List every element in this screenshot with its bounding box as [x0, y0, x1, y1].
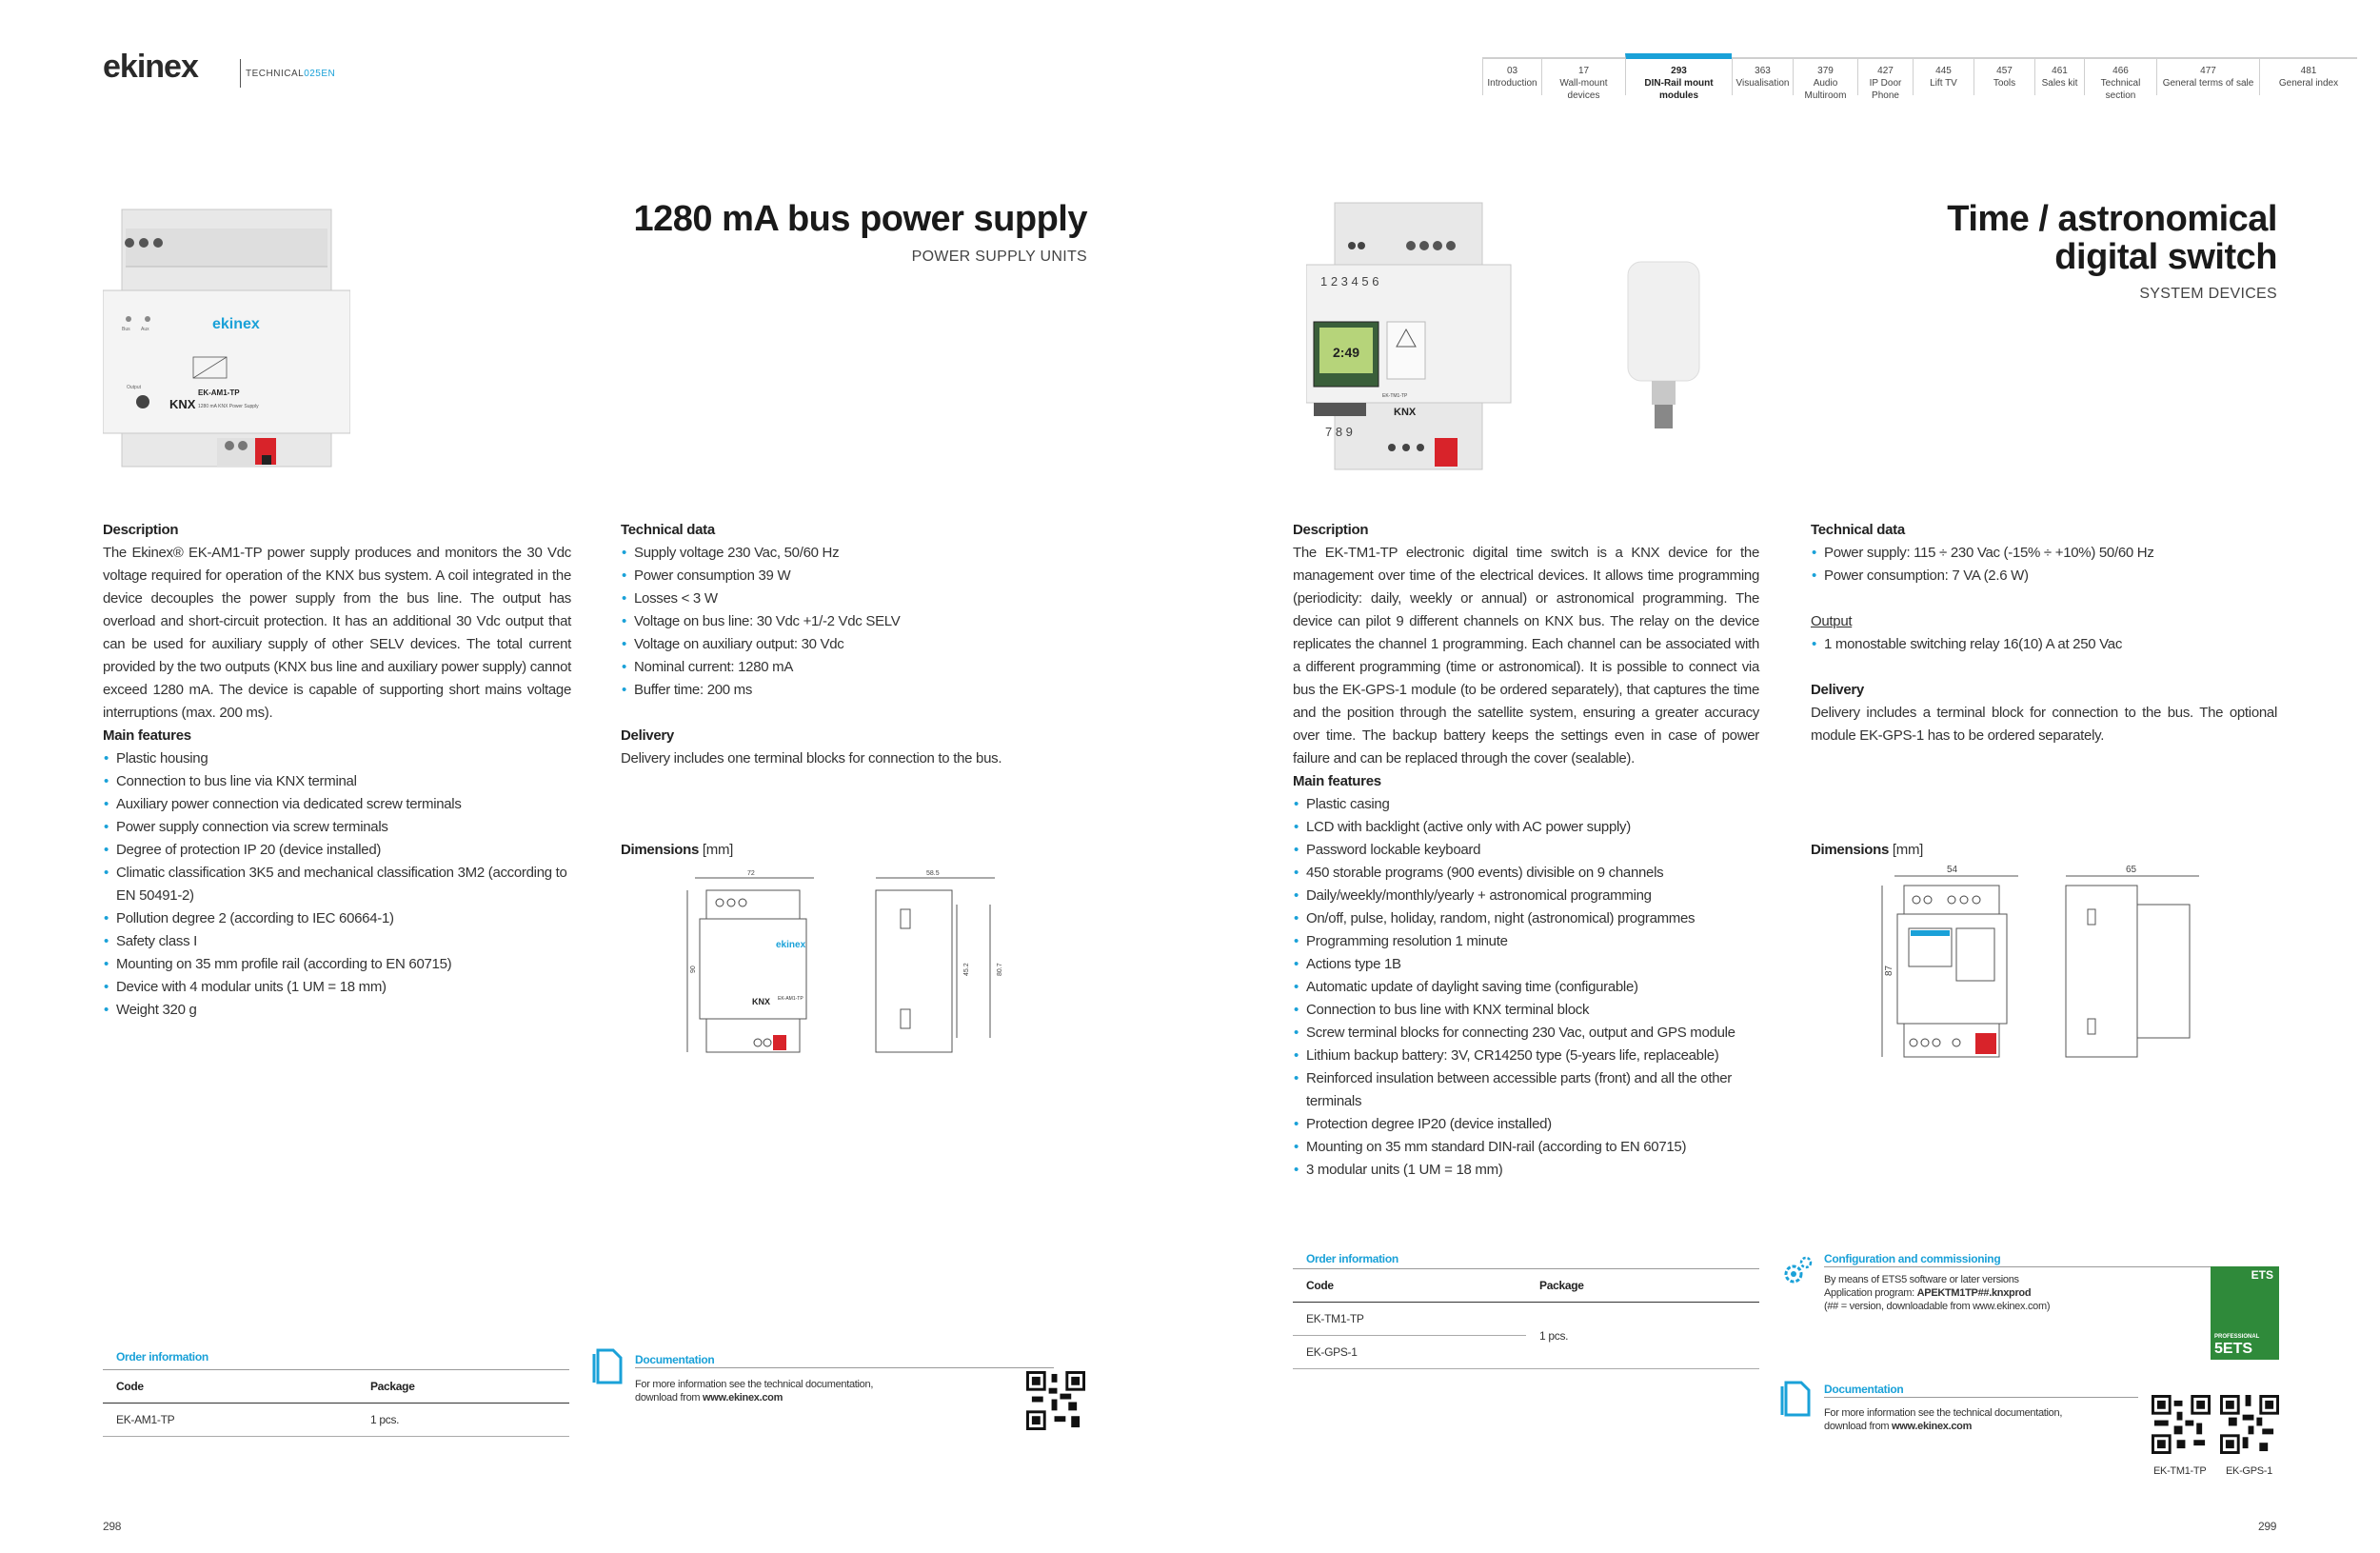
right-doc-heading: Documentation [1824, 1383, 1904, 1396]
nav-wall-mount[interactable]: 17 Wall-mount devices [1541, 59, 1625, 95]
list-item: • LCD with backlight (active only with AC power supply) [1293, 816, 1769, 839]
right-page-title-line2: digital switch [2054, 237, 2277, 277]
led-label-aux: Aux [141, 327, 149, 332]
right-dimensions-label: Dimensions [1811, 842, 1890, 858]
list-item: • Connection to bus line via KNX terminal [103, 770, 579, 793]
list-item: • Device with 4 modular units (1 UM = 18 mm) [103, 976, 579, 999]
list-item: • Password lockable keyboard [1293, 839, 1769, 862]
nav-visualisation[interactable]: 363 Visualisation [1732, 59, 1793, 95]
drawing-brand-label: ekinex [776, 940, 806, 950]
qr-label-gps: EK-GPS-1 [2226, 1465, 2272, 1477]
timer-dimension-drawing [1880, 862, 2204, 1076]
right-doc-line2: download from [1824, 1421, 1893, 1432]
right-output-list [1811, 633, 2277, 656]
device-brand-label: ekinex [212, 316, 260, 332]
logo-divider [240, 59, 241, 88]
right-description-text: The EK-TM1-TP electronic digital time switch is a KNX device for the management over time of the electrical devices. It allows time programming (periodicity: daily, weekly or annual) or astronomical programming. The device can pilot 9 different channels on KNX bus. The relay on the device replicates the channel 1 programming. Each channel can be associated with a different programming (time or astronomical). It is possible to connect via bus the EK-GPS-1 module (to be ordered separately), that captures the time and the position through the satellite system, ensuring a greater accuracy over time. The backup battery keeps the settings even in case of power failure and can be replaced through the cover (sealable). [1293, 545, 1759, 767]
gear-icon [1780, 1253, 1815, 1287]
list-item: • 450 storable programs (900 events) divisible on 9 channels [1293, 862, 1769, 885]
nav-technical-section[interactable]: 466 Technical section [2084, 59, 2156, 95]
order-col-package: Package [357, 1370, 569, 1404]
list-item: • Power consumption: 7 VA (2.6 W) [1811, 565, 2277, 587]
led-label-output: Output [127, 385, 142, 390]
table-row [1293, 1303, 1759, 1336]
list-item: • Mounting on 35 mm profile rail (according to EN 60715) [103, 953, 579, 976]
left-description-text: The Ekinex® EK-AM1-TP power supply produces and monitors the 30 Vdc voltage required for operation of the KNX bus system. A coil integrated in the device decouples the power supply from the bus line. The output has overload and short-circuit protection. It has an additional 30 Vdc output that can be used for auxiliary supply of other SELV devices. The total current provided by the two outputs (KNX bus line and auxiliary power supply) cannot exceed 1280 mA. The device is capable of supporting short mains voltage interruptions (max. 200 ms). [103, 545, 571, 721]
config-app-program: APEKTM1TP##.knxprod [1916, 1287, 2032, 1299]
timer-terminal-numbers-top: 1 2 3 4 5 6 [1320, 274, 1379, 289]
list-item: • Power supply connection via screw terminals [103, 816, 579, 839]
nav-lift-tv[interactable]: 445 Lift TV [1913, 59, 1973, 95]
list-item: • Voltage on auxiliary output: 30 Vdc [621, 633, 1002, 656]
dim-height-label: 90 [690, 966, 697, 973]
left-doc-divider [635, 1367, 1054, 1368]
left-delivery-text: Delivery includes one terminal blocks for connection to the bus. [621, 750, 1002, 767]
device-model-label: EK-AM1-TP [198, 388, 240, 397]
ekinex-logo[interactable]: ekinex [103, 49, 198, 85]
qr-label-tm1: EK-TM1-TP [2153, 1465, 2207, 1477]
config-heading: Configuration and commissioning [1824, 1252, 2001, 1265]
right-output-heading: Output [1811, 613, 1853, 629]
list-item: • Plastic casing [1293, 793, 1769, 816]
timer-knx-logo: KNX [1394, 407, 1417, 418]
list-item: • Climatic classification 3K5 and mechanical classification 3M2 (according to EN 50491-2) [103, 862, 579, 907]
dim-height2-label: 45.2 [963, 963, 970, 976]
right-description-heading: Description [1293, 522, 1369, 538]
list-item: • Weight 320 g [103, 999, 579, 1022]
dim-depth-label: 58.5 [926, 870, 940, 877]
left-page-subtitle: POWER SUPPLY UNITS [911, 249, 1087, 265]
led-label-bus: Bus [122, 327, 130, 332]
list-item: • Reinforced insulation between accessible parts (front) and all the other terminals [1293, 1067, 1769, 1113]
order-code-cell: EK-AM1-TP [103, 1404, 357, 1437]
table-header-row [103, 1370, 569, 1404]
left-doc-line1: For more information see the technical documentation, [635, 1379, 874, 1390]
right-order-heading: Order information [1306, 1252, 1398, 1265]
right-doc-divider [1824, 1397, 2138, 1398]
ets-logo [2211, 1266, 2279, 1360]
catalog-tag-prefix: TECHNICAL [246, 69, 305, 79]
left-dimensions-unit: [mm] [702, 842, 734, 858]
config-line3: (## = version, downloadable from www.ekinex.com) [1824, 1301, 2051, 1312]
catalog-tag [246, 63, 335, 86]
list-item: • 3 modular units (1 UM = 18 mm) [1293, 1159, 1769, 1182]
list-item: • 1 monostable switching relay 16(10) A at 250 Vac [1811, 633, 2277, 656]
documentation-icon [1780, 1381, 1811, 1417]
list-item: • Daily/weekly/monthly/yearly + astronomical programming [1293, 885, 1769, 907]
list-item: • Nominal current: 1280 mA [621, 656, 1002, 679]
left-doc-heading: Documentation [635, 1353, 715, 1366]
tm1-qr-code[interactable] [2152, 1395, 2211, 1454]
list-item: • Programming resolution 1 minute [1293, 930, 1769, 953]
list-item: • Voltage on bus line: 30 Vdc +1/-2 Vdc SELV [621, 610, 1002, 633]
right-dimensions-heading [1811, 839, 1923, 862]
right-order-table [1293, 1268, 1759, 1369]
right-delivery-heading: Delivery [1811, 682, 1864, 698]
gps-sensor-image [1618, 257, 1709, 433]
right-page-subtitle: SYSTEM DEVICES [2139, 286, 2277, 302]
dim-depth-label: 65 [2126, 865, 2137, 875]
left-features-list [103, 747, 579, 1022]
list-item: • Protection degree IP20 (device installed) [1293, 1113, 1769, 1136]
list-item: • Connection to bus line with KNX terminal block [1293, 999, 1769, 1022]
right-doc-line1: For more information see the technical documentation, [1824, 1407, 2063, 1419]
list-item: • Power consumption 39 W [621, 565, 1002, 587]
list-item: • Screw terminal blocks for connecting 230 Vac, output and GPS module [1293, 1022, 1769, 1045]
right-features-heading: Main features [1293, 773, 1381, 789]
device-desc-label: 1280 mA KNX Power Supply [198, 404, 259, 409]
order-package-cell: 1 pcs. [1526, 1303, 1759, 1369]
list-item: • Automatic update of daylight saving time (configurable) [1293, 976, 1769, 999]
left-tech-heading: Technical data [621, 522, 715, 538]
list-item: • Mounting on 35 mm standard DIN-rail (according to EN 60715) [1293, 1136, 1769, 1159]
nav-audio[interactable]: 379 Audio Multiroom [1793, 59, 1857, 95]
right-tech-list [1811, 542, 2277, 587]
documentation-icon [592, 1348, 623, 1384]
right-features-list [1293, 793, 1769, 1182]
device-knx-logo: KNX [169, 397, 196, 411]
list-item: • Lithium backup battery: 3V, CR14250 type (5-years life, replaceable) [1293, 1045, 1769, 1067]
table-row [103, 1404, 569, 1437]
order-col-code: Code [1293, 1269, 1526, 1303]
left-delivery-heading: Delivery [621, 727, 674, 744]
right-tech-heading: Technical data [1811, 522, 1905, 538]
right-page-number: 299 [2258, 1520, 2277, 1533]
config-divider [1824, 1266, 2214, 1267]
list-item: • Losses < 3 W [621, 587, 1002, 610]
list-item: • Auxiliary power connection via dedicated screw terminals [103, 793, 579, 816]
left-dimensions-label: Dimensions [621, 842, 700, 858]
list-item: • Plastic housing [103, 747, 579, 770]
order-col-code: Code [103, 1370, 357, 1404]
nav-sales-kit[interactable]: 461 Sales kit [2034, 59, 2084, 95]
nav-tools[interactable]: 457 Tools [1973, 59, 2034, 95]
power-supply-dimension-drawing [685, 866, 1028, 1076]
list-item: • Pollution degree 2 (according to IEC 60664-1) [103, 907, 579, 930]
right-delivery-text: Delivery includes a terminal block for connection to the bus. The optional module EK-GPS-1 has to be ordered separately. [1811, 705, 2277, 744]
right-dimensions-unit: [mm] [1892, 842, 1924, 858]
left-page-title: 1280 mA bus power supply [633, 199, 1087, 239]
timer-product-image [1306, 198, 1516, 474]
nav-introduction[interactable]: 03 Introduction [1482, 59, 1541, 95]
left-dimensions-heading [621, 839, 733, 862]
section-navbar [1482, 57, 2357, 101]
left-doc-line2: download from [635, 1392, 704, 1404]
ets-logo-mid: PROFESSIONAL [2214, 1334, 2260, 1340]
catalog-tag-suffix: 025EN [304, 69, 336, 79]
left-order-heading: Order information [116, 1350, 208, 1364]
drawing-knx-label: KNX [752, 997, 771, 1006]
list-item: • On/off, pulse, holiday, random, night (astronomical) programmes [1293, 907, 1769, 930]
nav-din-rail[interactable]: 293 DIN-Rail mount modules [1625, 53, 1732, 95]
list-item: • Actions type 1B [1293, 953, 1769, 976]
config-line2-prefix: Application program: [1824, 1287, 1917, 1299]
list-item: • Safety class I [103, 930, 579, 953]
order-code-cell: EK-TM1-TP [1293, 1303, 1526, 1336]
nav-index[interactable]: 481 General index [2259, 59, 2357, 95]
left-doc-text [635, 1378, 1016, 1404]
right-page-title-line1: Time / astronomical [1947, 199, 2277, 239]
ets-logo-top: ETS [2251, 1268, 2273, 1282]
drawing-model-label: EK-AM1-TP [778, 996, 803, 1002]
dim-width-label: 54 [1947, 865, 1958, 875]
order-package-cell: 1 pcs. [357, 1404, 569, 1437]
left-page-number: 298 [103, 1520, 122, 1533]
left-doc-link[interactable]: www.ekinex.com [703, 1392, 783, 1404]
dim-width-label: 72 [747, 870, 755, 877]
order-code-cell: EK-GPS-1 [1293, 1336, 1526, 1369]
nav-ip-door[interactable]: 427 IP Door Phone [1857, 59, 1913, 95]
nav-terms[interactable]: 477 General terms of sale [2156, 59, 2259, 95]
dim-height3-label: 80.7 [997, 963, 1003, 976]
timer-model-label: EK-TM1-TP [1382, 393, 1408, 399]
left-features-heading: Main features [103, 727, 191, 744]
ets-logo-bottom: 5ETS [2214, 1341, 2253, 1357]
dim-height-label: 87 [1884, 965, 1894, 976]
list-item: • Degree of protection IP 20 (device installed) [103, 839, 579, 862]
left-order-table [103, 1369, 569, 1437]
left-description-heading: Description [103, 522, 179, 538]
gps-qr-code[interactable] [2220, 1395, 2279, 1454]
left-tech-list [621, 542, 1002, 702]
left-qr-code[interactable] [1026, 1371, 1085, 1430]
timer-terminal-numbers-bottom: 7 8 9 [1325, 425, 1353, 439]
config-text [1824, 1273, 2205, 1313]
list-item: • Supply voltage 230 Vac, 50/60 Hz [621, 542, 1002, 565]
timer-lcd-display: 2:49 [1333, 345, 1360, 360]
list-item: • Buffer time: 200 ms [621, 679, 1002, 702]
order-col-package: Package [1526, 1269, 1759, 1303]
config-line1: By means of ETS5 software or later versions [1824, 1274, 2019, 1285]
list-item: • Power supply: 115 ÷ 230 Vac (-15% ÷ +10%) 50/60 Hz [1811, 542, 2277, 565]
right-doc-text [1824, 1406, 2138, 1433]
table-header-row [1293, 1269, 1759, 1303]
right-doc-link[interactable]: www.ekinex.com [1892, 1421, 1973, 1432]
power-supply-product-image [103, 200, 350, 476]
